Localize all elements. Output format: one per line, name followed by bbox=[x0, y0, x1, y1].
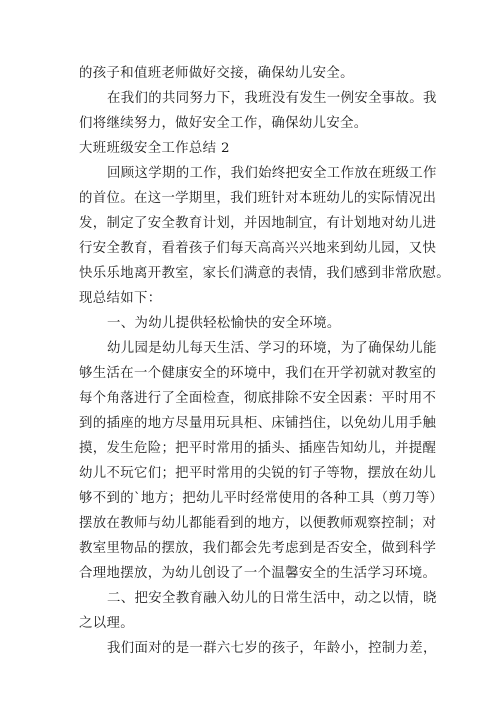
text-line: 到的插座的地方尽量用玩具柜、床铺挡住，以免幼儿用手触 bbox=[79, 416, 437, 431]
text-line: 教室里物品的摆放，我们都会先考虑到是否安全，做到科学 bbox=[79, 541, 437, 556]
text-line: 发，制定了安全教育计划，并因地制宜，有计划地对幼儿进 bbox=[79, 216, 437, 231]
text-line: 摆放在教师与幼儿都能看到的地方，以便教师观察控制；对 bbox=[79, 516, 437, 531]
text-line: 够不到的`地方；把幼儿平时经常使用的各种工具（剪刀等） bbox=[79, 491, 444, 506]
section-heading: 大班班级安全工作总结 2 bbox=[79, 141, 230, 156]
text-line: 够生活在一个健康安全的环境中，我们在开学初就对教室的 bbox=[79, 366, 437, 381]
paragraph-first-line: 回顾这学期的工作，我们始终把安全工作放在班级工作 bbox=[107, 166, 437, 181]
text-line: 行安全教育，看着孩子们每天高高兴兴地来到幼儿园，又快 bbox=[79, 241, 437, 256]
text-line: 的孩子和值班老师做好交接，确保幼儿安全。 bbox=[79, 66, 354, 81]
text-line: 合理地摆放，为幼儿创设了一个温馨安全的生活学习环境。 bbox=[79, 566, 437, 581]
text-line: 幼儿不玩它们；把平时常用的尖锐的钉子等物，摆放在幼儿 bbox=[79, 466, 437, 481]
paragraph-first-line: 幼儿园是幼儿每天生活、学习的环境，为了确保幼儿能 bbox=[107, 341, 437, 356]
text-line: 现总结如下： bbox=[79, 291, 162, 306]
text-line: 每个角落进行了全面检查，彻底排除不安全因素：平时用不 bbox=[79, 391, 437, 406]
text-line: 快乐乐地离开教室，家长们满意的表情，我们感到非常欣慰。 bbox=[79, 266, 450, 281]
document-body bbox=[79, 61, 450, 661]
paragraph-first-line: 在我们的共同努力下，我班没有发生一例安全事故。我 bbox=[107, 91, 437, 106]
text-line: 的首位。在这一学期里，我们班针对本班幼儿的实际情况出 bbox=[79, 191, 437, 206]
paragraph-first-line: 我们面对的是一群六七岁的孩子，年龄小，控制力差， bbox=[107, 641, 437, 656]
text-line: 摸，发生危险；把平时常用的插头、插座告知幼儿，并提醒 bbox=[79, 441, 437, 456]
text-line: 之以理。 bbox=[79, 616, 134, 631]
text-line: 们将继续努力，做好安全工作，确保幼儿安全。 bbox=[79, 116, 368, 131]
subsection-heading: 一、为幼儿提供轻松愉快的安全环境。 bbox=[107, 316, 341, 331]
subsection-heading: 二、把安全教育融入幼儿的日常生活中，动之以情，晓 bbox=[107, 591, 437, 606]
